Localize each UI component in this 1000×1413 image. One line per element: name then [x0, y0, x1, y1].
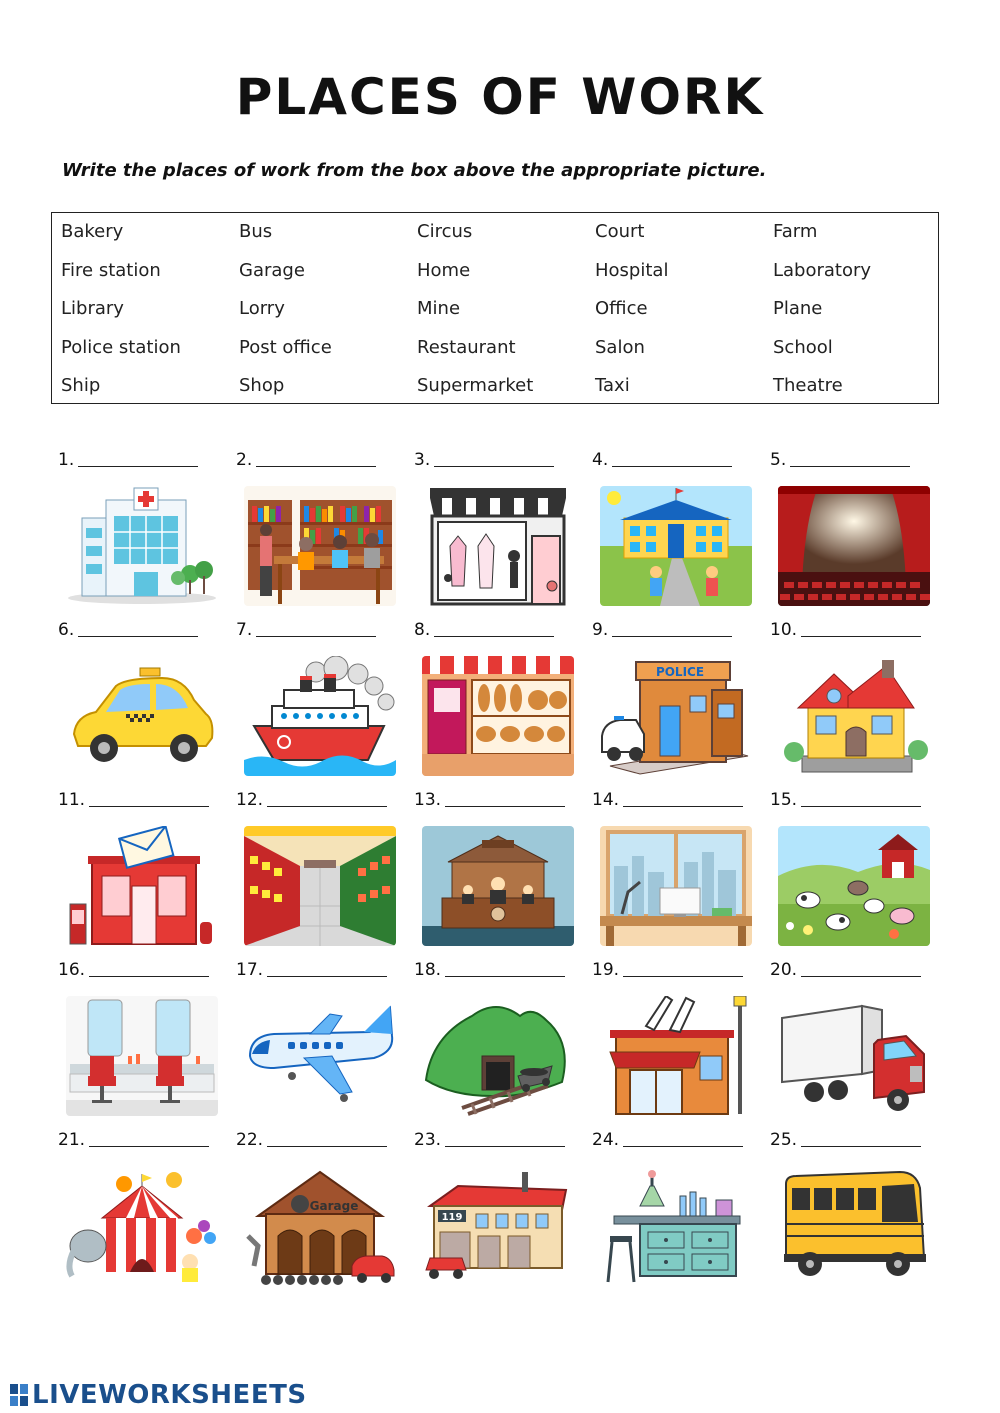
- item-number: 21.: [58, 1130, 86, 1150]
- word-item: Library: [61, 298, 124, 319]
- answer-blank[interactable]: [267, 976, 387, 977]
- fire-station-picture: [422, 1166, 574, 1286]
- footer-text: LIVEWORKSHEETS: [32, 1380, 307, 1410]
- word-item: Mine: [417, 298, 461, 319]
- exercise-item: [414, 450, 592, 620]
- answer-blank[interactable]: [612, 466, 732, 467]
- police-station-picture: [600, 656, 752, 776]
- item-number: 13.: [414, 790, 442, 810]
- item-number: 8.: [414, 620, 431, 640]
- item-number: 11.: [58, 790, 86, 810]
- item-number: 17.: [236, 960, 264, 980]
- exercise-item: [58, 1130, 236, 1300]
- item-number: 3.: [414, 450, 431, 470]
- word-item: Hospital: [595, 259, 669, 281]
- school-picture: [600, 486, 752, 606]
- answer-blank[interactable]: [89, 1146, 209, 1147]
- garage-sign-text: Garage: [309, 1199, 359, 1213]
- exercise-item: [58, 960, 236, 1130]
- answer-blank[interactable]: [267, 806, 387, 807]
- plane-picture: [244, 996, 396, 1116]
- fire-station-number: 119: [441, 1212, 463, 1223]
- word-item: Office: [595, 298, 648, 319]
- exercise-item: [770, 1130, 948, 1300]
- exercise-item: [770, 450, 948, 620]
- word-item: Court: [595, 221, 645, 242]
- answer-blank[interactable]: [78, 636, 198, 637]
- word-item: Post office: [239, 336, 332, 358]
- page-title: PLACES OF WORK: [235, 68, 765, 126]
- salon-picture: [66, 996, 218, 1116]
- bakery-picture: [422, 656, 574, 776]
- exercise-item: [770, 790, 948, 960]
- liveworksheets-logo: [10, 1380, 307, 1410]
- exercise-item: [236, 450, 414, 620]
- answer-blank[interactable]: [623, 1146, 743, 1147]
- lorry-picture: [778, 996, 930, 1116]
- court-picture: [422, 826, 574, 946]
- theatre-picture: [778, 486, 930, 606]
- exercise-item: [592, 1130, 770, 1300]
- garage-picture: [244, 1166, 396, 1286]
- exercise-item: [236, 1130, 414, 1300]
- hospital-picture: [66, 486, 218, 606]
- logo-icon: [10, 1384, 28, 1406]
- answer-blank[interactable]: [445, 806, 565, 807]
- exercise-item: [592, 960, 770, 1130]
- exercise-item: [592, 790, 770, 960]
- mine-picture: [422, 996, 574, 1116]
- exercise-item: [592, 620, 770, 790]
- circus-picture: [66, 1166, 218, 1286]
- answer-blank[interactable]: [623, 976, 743, 977]
- taxi-picture: [66, 656, 218, 776]
- ship-picture: [244, 656, 396, 776]
- item-number: 15.: [770, 790, 798, 810]
- item-number: 24.: [592, 1130, 620, 1150]
- picture-grid: [58, 450, 958, 1300]
- answer-blank[interactable]: [612, 636, 732, 637]
- word-item: Lorry: [239, 298, 285, 319]
- answer-blank[interactable]: [445, 976, 565, 977]
- answer-blank[interactable]: [267, 1146, 387, 1147]
- item-number: 22.: [236, 1130, 264, 1150]
- exercise-item: [236, 790, 414, 960]
- exercise-item: [58, 450, 236, 620]
- word-item: Supermarket: [417, 375, 534, 396]
- item-number: 2.: [236, 450, 253, 470]
- word-item: Taxi: [595, 375, 630, 396]
- word-item: Fire station: [61, 259, 161, 281]
- home-picture: [778, 656, 930, 776]
- item-number: 14.: [592, 790, 620, 810]
- answer-blank[interactable]: [801, 1146, 921, 1147]
- restaurant-picture: [600, 996, 752, 1116]
- exercise-item: [236, 960, 414, 1130]
- word-item: Police station: [61, 336, 181, 358]
- supermarket-picture: [244, 826, 396, 946]
- item-number: 20.: [770, 960, 798, 980]
- item-number: 23.: [414, 1130, 442, 1150]
- office-picture: [600, 826, 752, 946]
- exercise-item: [770, 620, 948, 790]
- exercise-item: [414, 960, 592, 1130]
- laboratory-picture: [600, 1166, 752, 1286]
- exercise-item: [58, 790, 236, 960]
- item-number: 10.: [770, 620, 798, 640]
- library-picture: [244, 486, 396, 606]
- word-item: Shop: [239, 375, 285, 396]
- item-number: 12.: [236, 790, 264, 810]
- exercise-item: [58, 620, 236, 790]
- exercise-item: [414, 1130, 592, 1300]
- answer-blank[interactable]: [623, 806, 743, 807]
- word-item: School: [773, 336, 833, 358]
- answer-blank[interactable]: [445, 1146, 565, 1147]
- exercise-item: [414, 620, 592, 790]
- answer-blank[interactable]: [89, 976, 209, 977]
- answer-blank[interactable]: [256, 636, 376, 637]
- word-item: Ship: [61, 375, 101, 396]
- exercise-item: [770, 960, 948, 1130]
- word-item: Farm: [773, 221, 818, 242]
- police-sign-text: POLICE: [655, 665, 705, 679]
- item-number: 9.: [592, 620, 609, 640]
- word-box: [51, 212, 939, 404]
- answer-blank[interactable]: [78, 466, 198, 467]
- item-number: 7.: [236, 620, 253, 640]
- farm-picture: [778, 826, 930, 946]
- bus-picture: [778, 1166, 930, 1286]
- answer-blank[interactable]: [801, 976, 921, 977]
- exercise-item: [236, 620, 414, 790]
- exercise-item: [592, 450, 770, 620]
- word-item: Plane: [773, 298, 823, 319]
- answer-blank[interactable]: [790, 466, 910, 467]
- word-item: Theatre: [773, 375, 843, 396]
- item-number: 18.: [414, 960, 442, 980]
- word-item: Garage: [239, 259, 305, 281]
- item-number: 19.: [592, 960, 620, 980]
- answer-blank[interactable]: [801, 636, 921, 637]
- word-item: Circus: [417, 221, 473, 242]
- item-number: 5.: [770, 450, 787, 470]
- word-item: Salon: [595, 336, 645, 358]
- answer-blank[interactable]: [434, 466, 554, 467]
- item-number: 6.: [58, 620, 75, 640]
- shop-picture: [422, 486, 574, 606]
- exercise-item: [414, 790, 592, 960]
- answer-blank[interactable]: [256, 466, 376, 467]
- answer-blank[interactable]: [434, 636, 554, 637]
- post-office-picture: [66, 826, 218, 946]
- word-item: Laboratory: [773, 259, 872, 281]
- word-item: Bus: [239, 221, 273, 242]
- item-number: 16.: [58, 960, 86, 980]
- word-item: Home: [417, 259, 471, 281]
- item-number: 4.: [592, 450, 609, 470]
- answer-blank[interactable]: [89, 806, 209, 807]
- word-item: Restaurant: [417, 336, 516, 358]
- item-number: 1.: [58, 450, 75, 470]
- instruction-text: Write the places of work from the box above the appropriate picture.: [62, 160, 767, 181]
- word-item: Bakery: [61, 221, 124, 242]
- item-number: 25.: [770, 1130, 798, 1150]
- answer-blank[interactable]: [801, 806, 921, 807]
